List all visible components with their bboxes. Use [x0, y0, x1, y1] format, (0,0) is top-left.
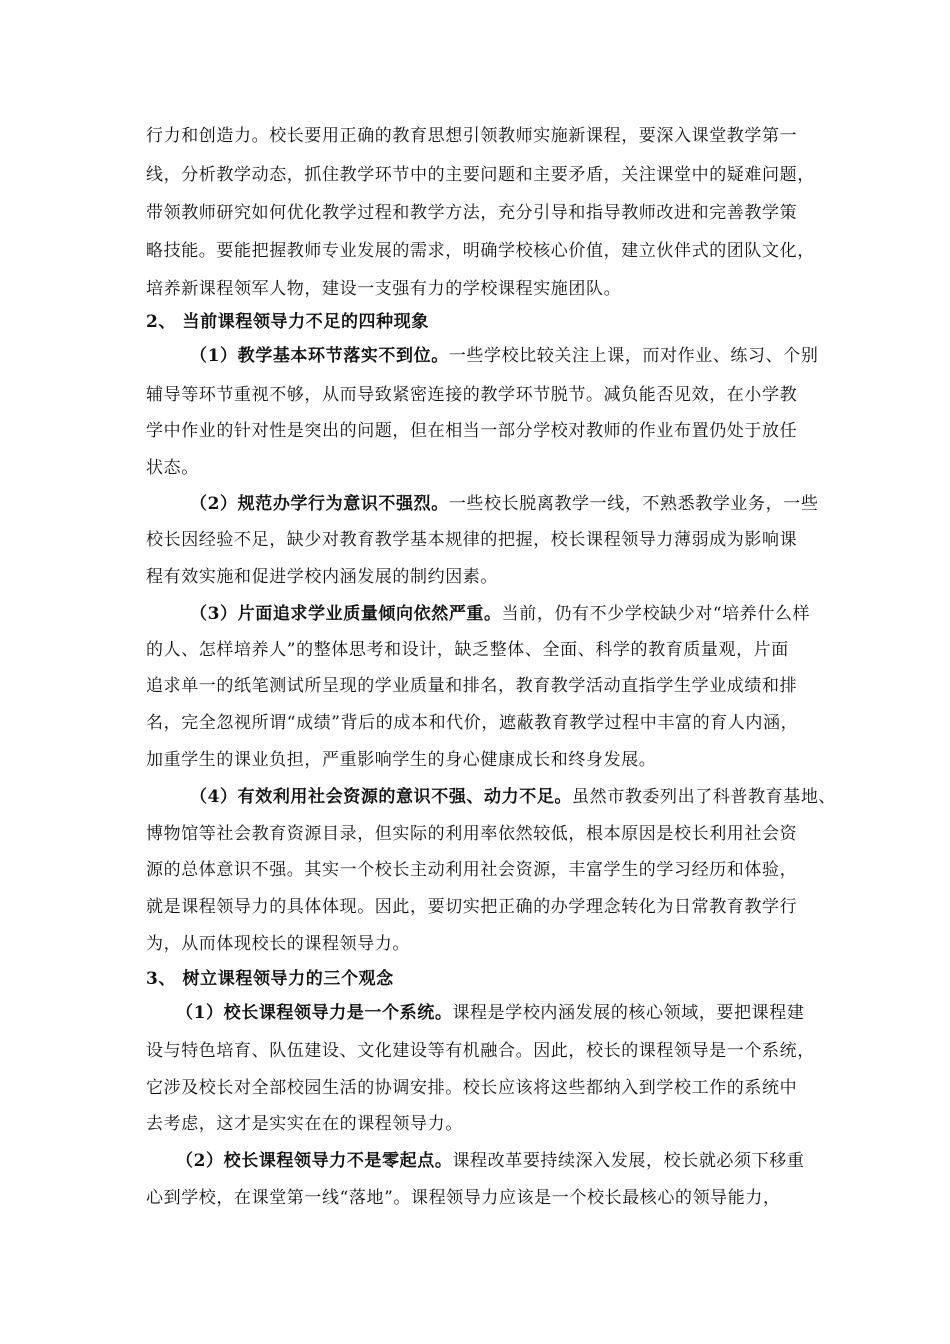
bold-lead: （1）校长课程领导力是一个系统。 — [176, 1003, 453, 1023]
paragraph-line: 行力和创造力。校长要用正确的教育思想引领教师实施新课程，要深入课堂教学第一 — [146, 126, 798, 146]
bold-lead: （2）校长课程领导力不是零起点。 — [176, 1151, 453, 1171]
bold-lead: （3）片面追求学业质量倾向依然严重。 — [190, 604, 502, 624]
paragraph-first-line — [176, 1149, 856, 1173]
paragraph-line: 线，分析教学动态，抓住教学环节中的主要问题和主要矛盾，关注课堂中的疑难问题， — [146, 165, 815, 185]
bold-lead: （2）规范办学行为意识不强烈。 — [190, 494, 449, 514]
paragraph-first-line — [190, 785, 870, 809]
paragraph-line: 它涉及校长对全部校园生活的协调安排。校长应该将这些都纳入到学校工作的系统中 — [146, 1078, 798, 1098]
paragraph-text: 课程是学校内涵发展的核心领域，要把课程建 — [452, 1003, 805, 1023]
paragraph-line: 程有效实施和促进学校内涵发展的制约因素。 — [146, 567, 498, 587]
paragraph-line: 略技能。要能把握教师专业发展的需求，明确学校核心价值，建立伙伴式的团队文化， — [146, 241, 815, 261]
paragraph-line: 名，完全忽视所谓“成绩”背后的成本和代价，遮蔽教育教学过程中丰富的育人内涵， — [146, 713, 799, 733]
paragraph-line: 追求单一的纸笔测试所呈现的学业质量和排名，教育教学活动直指学生学业成绩和排 — [146, 676, 798, 696]
paragraph-text: 一些校长脱离教学一线，不熟悉教学业务，一些 — [448, 494, 819, 514]
paragraph-line: 带领教师研究如何优化教学过程和教学方法，充分引导和指导教师改进和完善教学策 — [146, 203, 798, 223]
paragraph-text: 一些学校比较关注上课，而对作业、练习、个别 — [448, 346, 819, 366]
bold-lead: （4）有效利用社会资源的意识不强、动力不足。 — [190, 787, 573, 807]
paragraph-line: 学中作业的针对性是突出的问题，但在相当一部分学校对教师的作业布置仍处于放任 — [146, 421, 798, 441]
paragraph-line: 为，从而体现校长的课程领导力。 — [146, 934, 410, 954]
paragraph-first-line — [190, 492, 870, 516]
paragraph-line: 去考虑，这才是实实在在的课程领导力。 — [146, 1114, 463, 1134]
paragraph-line: 源的总体意识不强。其实一个校长主动利用社会资源，丰富学生的学习经历和体验， — [146, 860, 798, 880]
paragraph-line: 就是课程领导力的具体体现。因此，要切实把正确的办学理念转化为日常教育教学行 — [146, 897, 798, 917]
section-heading: 2、 当前课程领导力不足的四种现象 — [146, 312, 429, 332]
paragraph-text: 当前，仍有不少学校缺少对“培养什么样 — [501, 604, 811, 624]
paragraph-text: 虽然市教委列出了科普教育基地、 — [572, 787, 837, 807]
paragraph-line: 心到学校，在课堂第一线“落地”。课程领导力应该是一个校长最核心的领导能力， — [146, 1188, 781, 1208]
section-heading: 3、 树立课程领导力的三个观念 — [146, 969, 394, 989]
paragraph-line: 辅导等环节重视不够，从而导致紧密连接的教学环节脱节。减负能否见效，在小学教 — [146, 385, 798, 405]
paragraph-first-line — [190, 602, 870, 626]
paragraph-line: 设与特色培育、队伍建设、文化建设等有机融合。因此，校长的课程领导是一个系统， — [146, 1041, 815, 1061]
paragraph-line: 状态。 — [146, 458, 199, 478]
paragraph-text: 课程改革要持续深入发展，校长就必须下移重 — [452, 1151, 805, 1171]
paragraph-line: 校长因经验不足，缺少对教育教学基本规律的把握，校长课程领导力薄弱成为影响课 — [146, 530, 798, 550]
paragraph-line: 培养新课程领军人物，建设一支强有力的学校课程实施团队。 — [146, 279, 622, 299]
paragraph-line: 加重学生的课业负担，严重影响学生的身心健康成长和终身发展。 — [146, 750, 657, 770]
bold-lead: （1）教学基本环节落实不到位。 — [190, 346, 449, 366]
paragraph-line: 博物馆等社会教育资源目录，但实际的利用率依然较低，根本原因是校长利用社会资 — [146, 824, 798, 844]
paragraph-first-line — [176, 1001, 856, 1025]
paragraph-first-line — [190, 344, 870, 368]
paragraph-line: 的人、怎样培养人”的整体思考和设计，缺乏整体、全面、科学的教育质量观，片面 — [146, 640, 789, 660]
